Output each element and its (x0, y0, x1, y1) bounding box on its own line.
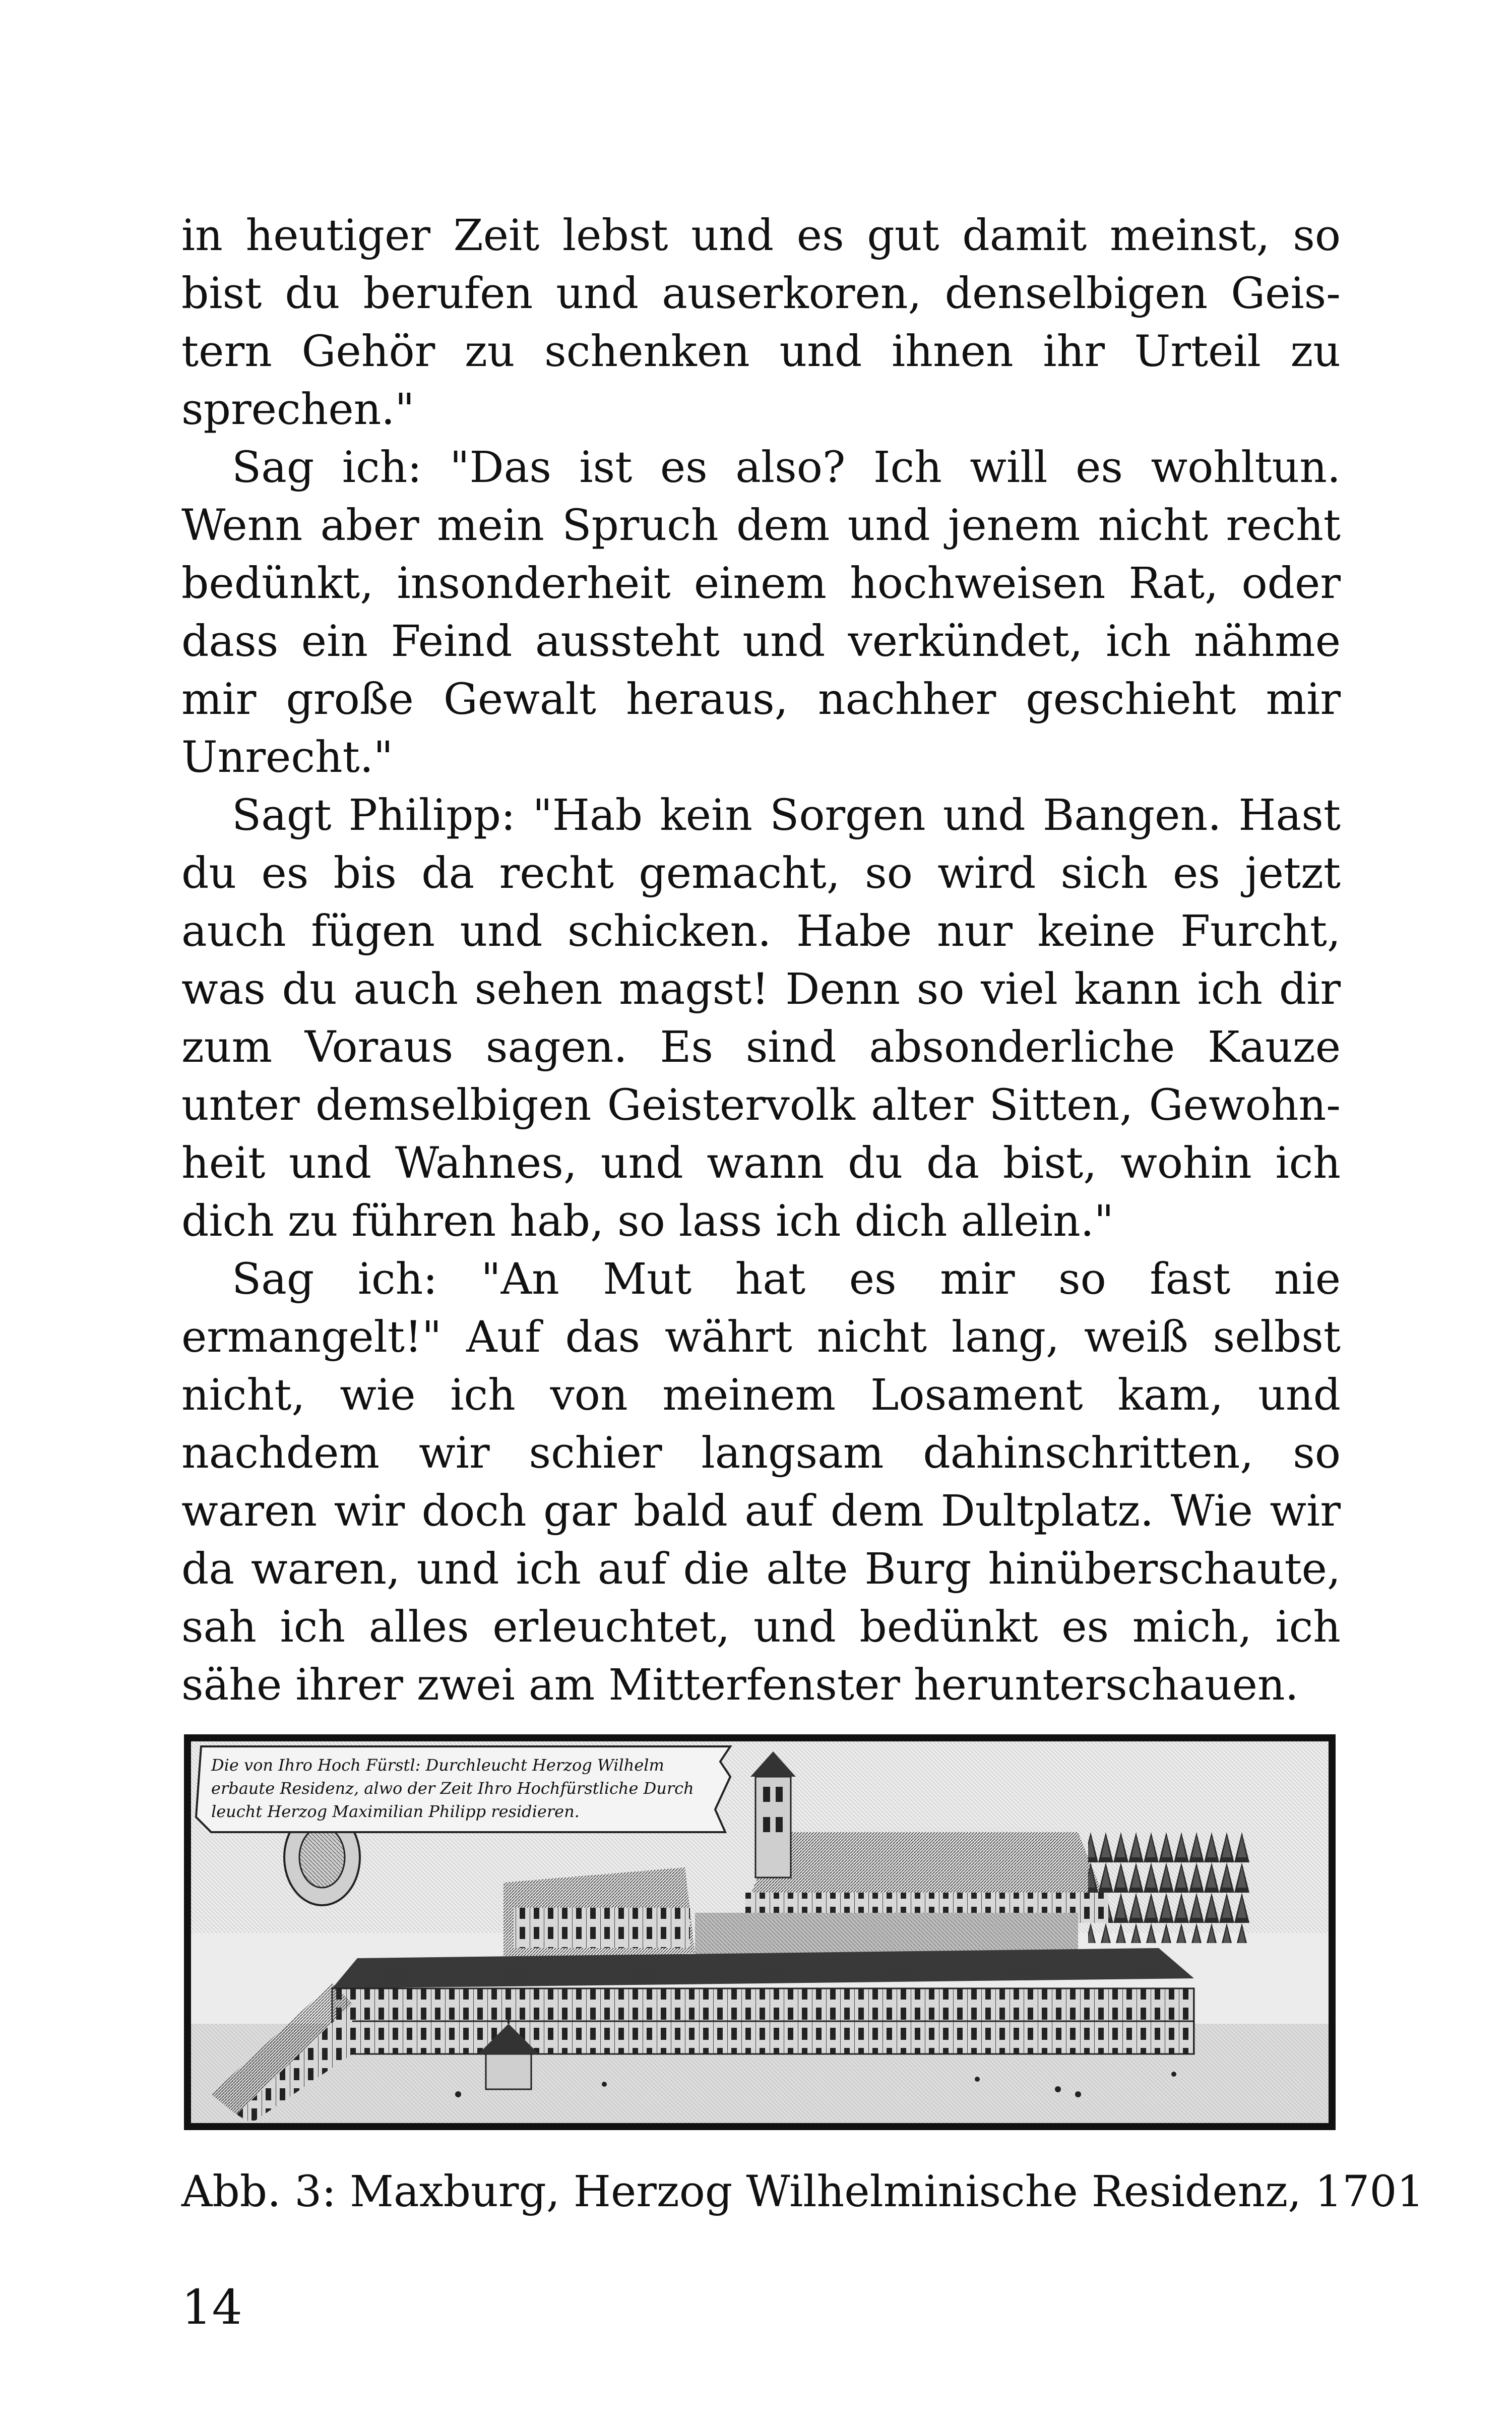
page-number: 14 (181, 2280, 242, 2335)
paragraph-2: Sag ich: "Das ist es also? Ich will es wohltun. Wenn aber mein Spruch dem und jenem nicht recht bedünkt, insonderheit einem hochweisen Rat, oder dass ein Feind aussteht und verkündet, ich nähme mir große Gewalt heraus, nachher geschieht mir Unrecht." (181, 443, 1341, 782)
banner-line-2: erbaute Residenz, alwo der Zeit Ihro Hochfürstliche Durch (211, 1779, 694, 1798)
figure-caption: Abb. 3: Maxburg, Herzog Wilhelminische Residenz, 1701 (181, 2167, 1424, 2217)
banner-line-3: leucht Herzog Maximilian Philipp residieren. (211, 1802, 580, 1821)
paragraph-1: in heutiger Zeit lebst und es gut damit meinst, so bist du berufen und auserkoren, denselbigen Geistern Gehör zu schenken und ihnen ihr Urteil zu sprechen." (181, 211, 1341, 435)
paragraph-4: Sag ich: "An Mut hat es mir so fast nie ermangelt!" Auf das währt nicht lang, weiß selbst nicht, wie ich von meinem Losament kam, und nachdem wir schier langsam dahinschritten, so waren wir doch gar bald auf dem Dultplatz. Wie wir da waren, und ich auf die alte Burg hinüberschaute, sah ich alles erleuchtet, und bedünkt es mich, ich sähe ihrer zwei am Mitterfenster herunterschauen. (181, 1254, 1341, 1710)
body-text (181, 207, 1341, 1714)
banner-line-1: Die von Ihro Hoch Fürstl: Durchleucht Herzog Wilhelm (211, 1756, 664, 1775)
paragraph-3: Sagt Philipp: "Hab kein Sorgen und Bangen. Hast du es bis da recht gemacht, so wird sich es jetzt auch fügen und schicken. Habe nur keine Furcht, was du auch sehen magst! Denn so viel kann ich dir zum Voraus sagen. Es sind absonderliche Kauze unter demselbigen Geistervolk alter Sitten, Gewohnheit und Wahnes, und wann du da bist, wohin ich dich zu führen hab, so lass ich dich allein." (181, 791, 1341, 1246)
residence-engraving-image (191, 1741, 1329, 2123)
engraving-figure (184, 1734, 1336, 2130)
